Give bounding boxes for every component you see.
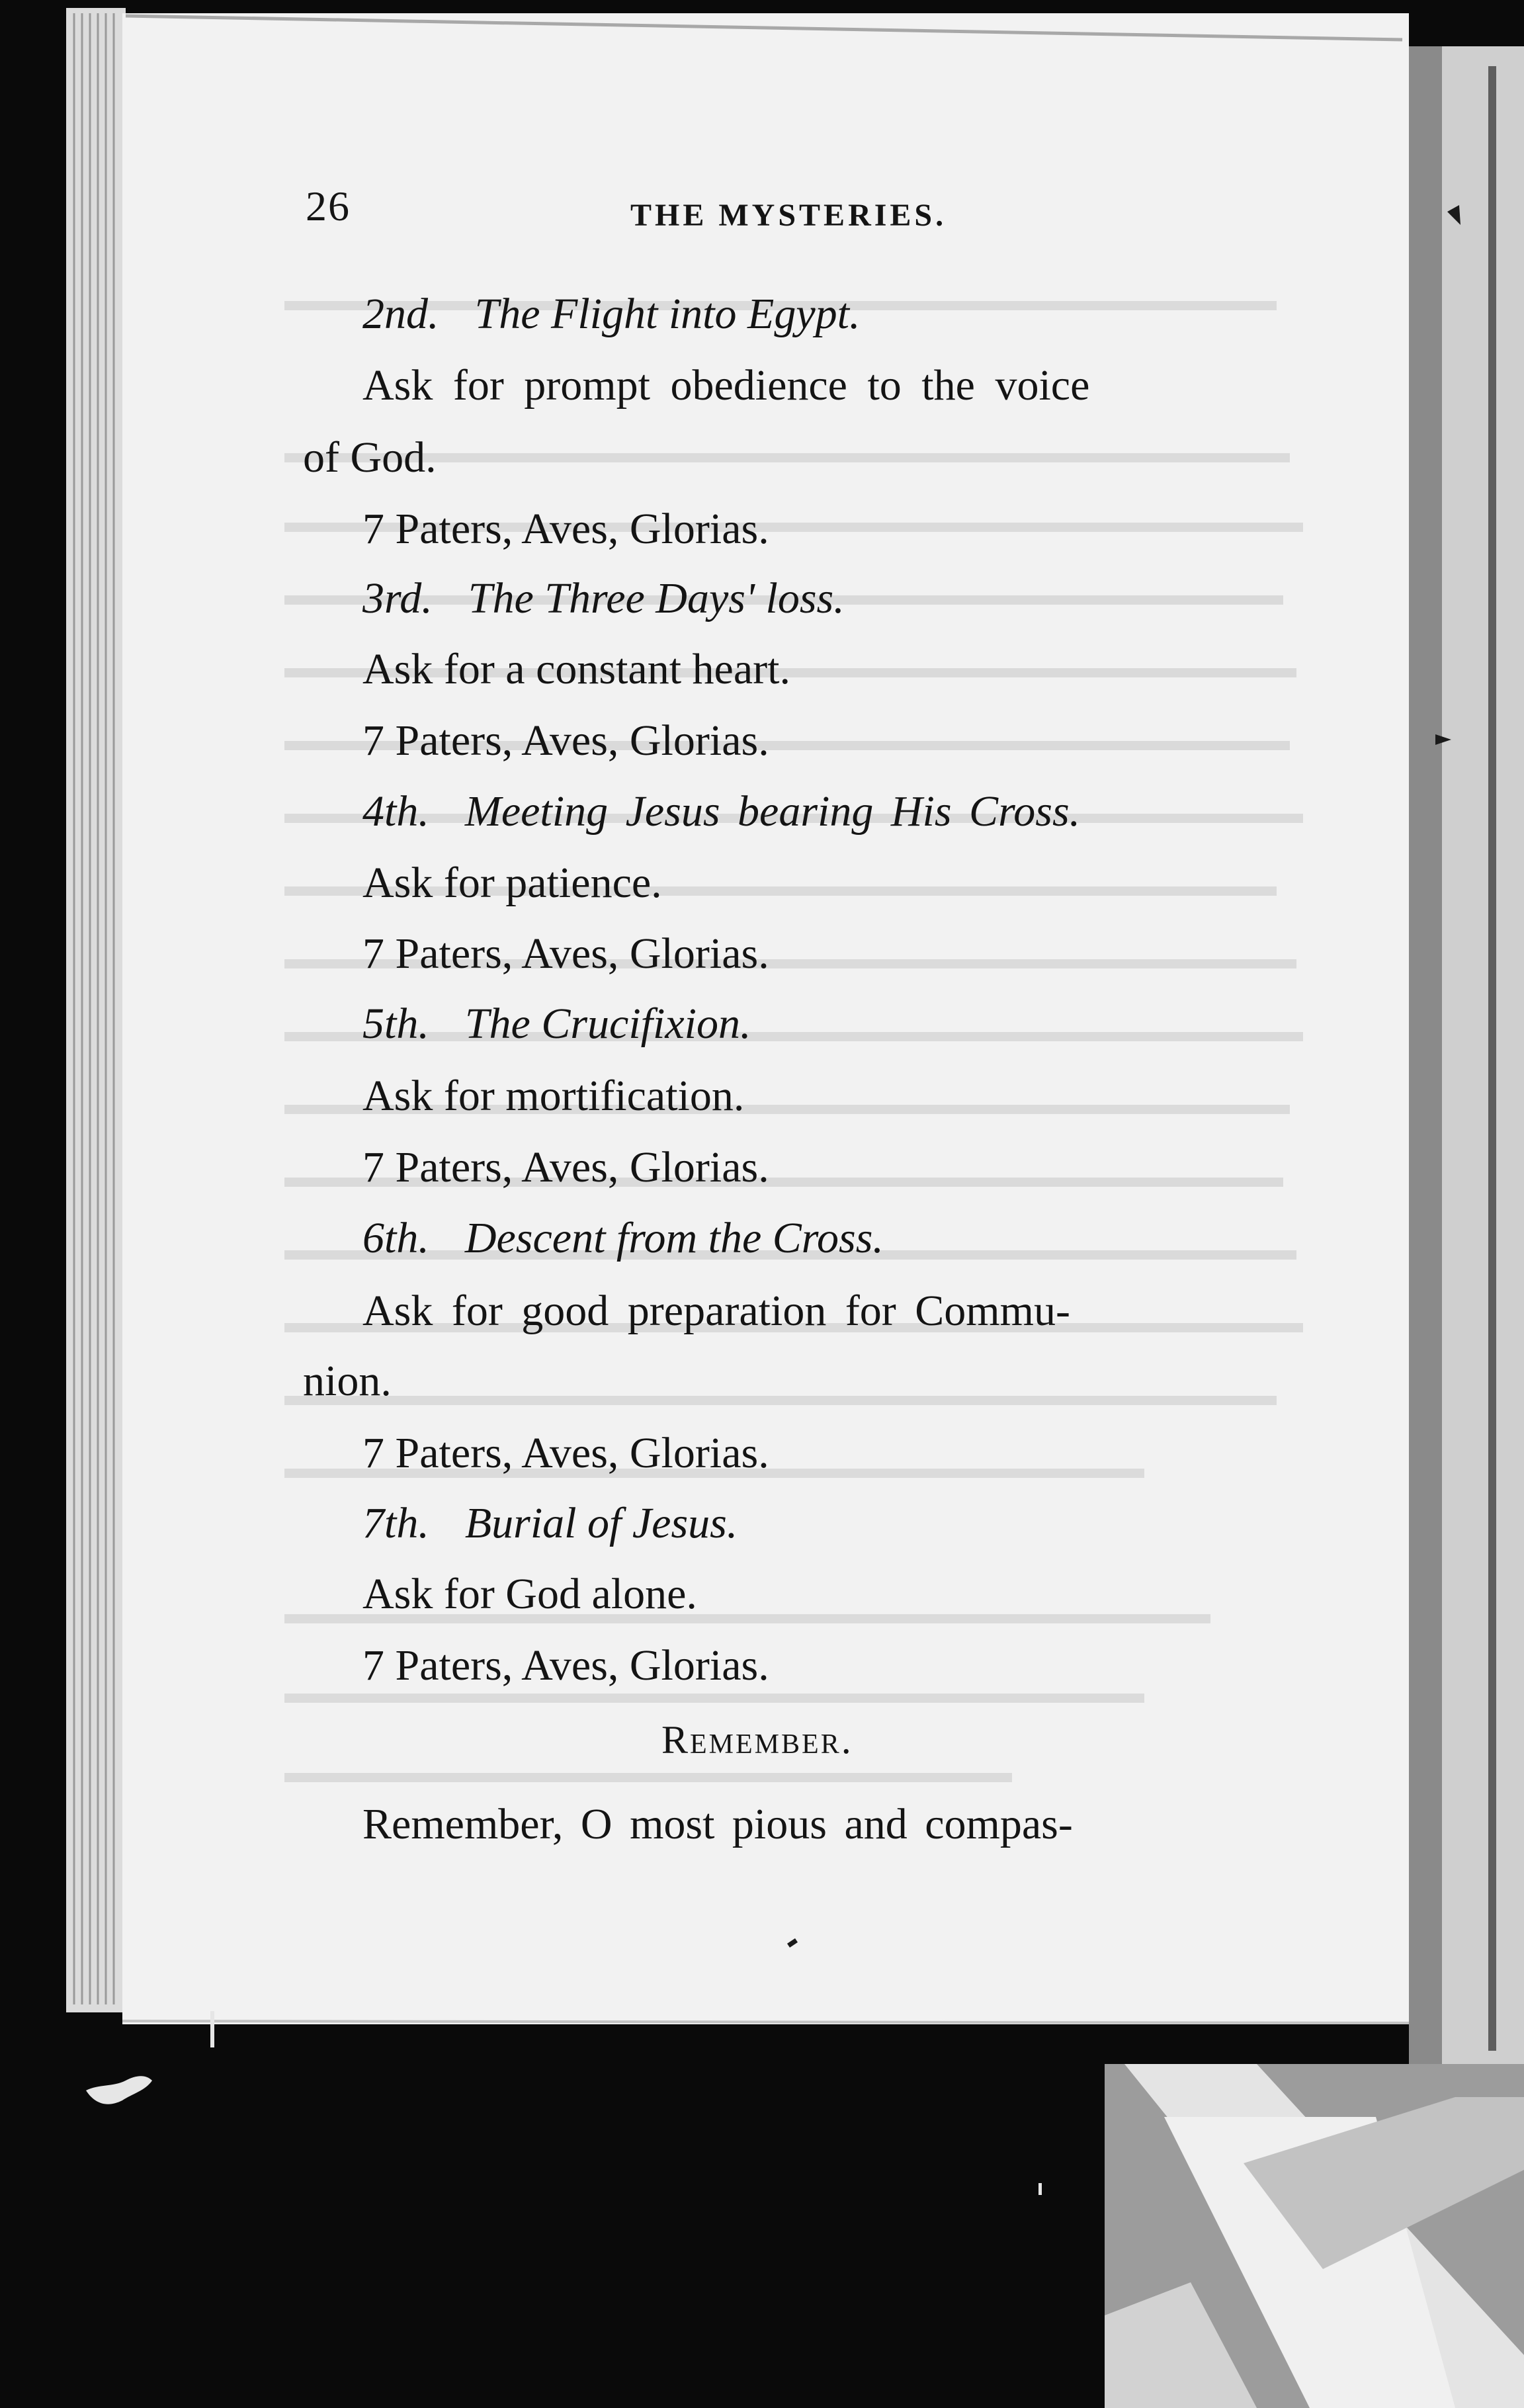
mystery-4-petition: Ask for patience. — [362, 859, 662, 907]
mystery-7-petition: Ask for God alone. — [362, 1570, 697, 1618]
page-number: 26 — [306, 183, 351, 230]
mystery-6-petition-cont: nion. — [303, 1357, 392, 1405]
mystery-4-heading — [362, 785, 1080, 838]
mystery-7-ordinal: 7th. — [362, 1499, 429, 1547]
mystery-2-petition: Ask for prompt obedience to the voice — [362, 361, 1090, 409]
mystery-5-prayers: 7 Paters, Aves, Glorias. — [362, 1143, 769, 1191]
mystery-6-petition: Ask for good preparation for Commu- — [362, 1287, 1070, 1335]
mystery-7-prayers: 7 Paters, Aves, Glorias. — [362, 1641, 769, 1690]
mystery-6-title: Descent from the Cross. — [464, 1214, 884, 1262]
mystery-5-ordinal: 5th. — [362, 1000, 429, 1048]
facing-page-shadow — [1409, 46, 1442, 2064]
mystery-3-heading — [362, 572, 845, 625]
mystery-2-petition-cont: of God. — [303, 433, 437, 482]
mystery-3-petition: Ask for a constant heart. — [362, 645, 790, 693]
mystery-2-prayers: 7 Paters, Aves, Glorias. — [362, 505, 769, 553]
mystery-2-title: The Flight into Egypt. — [474, 290, 861, 338]
mystery-3-ordinal: 3rd. — [362, 574, 433, 623]
running-head: THE MYSTERIES. — [630, 198, 947, 233]
section-first-line: Remember, O most pious and compas- — [362, 1800, 1073, 1848]
mystery-2-ordinal: 2nd. — [362, 290, 439, 338]
mystery-3-title: The Three Days' loss. — [468, 574, 845, 623]
mystery-4-prayers: 7 Paters, Aves, Glorias. — [362, 929, 769, 978]
mystery-6-heading — [362, 1212, 884, 1265]
mystery-5-heading — [362, 998, 751, 1051]
mystery-3-prayers: 7 Paters, Aves, Glorias. — [362, 716, 769, 765]
section-heading: Remember. — [661, 1718, 853, 1762]
mystery-5-petition: Ask for mortification. — [362, 1072, 745, 1120]
mystery-7-title: Burial of Jesus. — [464, 1499, 738, 1547]
mystery-2-heading — [362, 288, 860, 341]
cloth-fragment — [1105, 2064, 1524, 2408]
mystery-6-ordinal: 6th. — [362, 1214, 429, 1262]
mystery-4-ordinal: 4th. — [362, 787, 429, 836]
margin-scratches — [86, 2011, 1042, 2195]
mystery-4-title: Meeting Jesus bearing His Cross. — [464, 787, 1081, 836]
mystery-6-prayers: 7 Paters, Aves, Glorias. — [362, 1429, 769, 1477]
mystery-5-title: The Crucifixion. — [464, 1000, 751, 1048]
facing-page-text-edge — [1488, 66, 1496, 2051]
mystery-7-heading — [362, 1497, 738, 1550]
